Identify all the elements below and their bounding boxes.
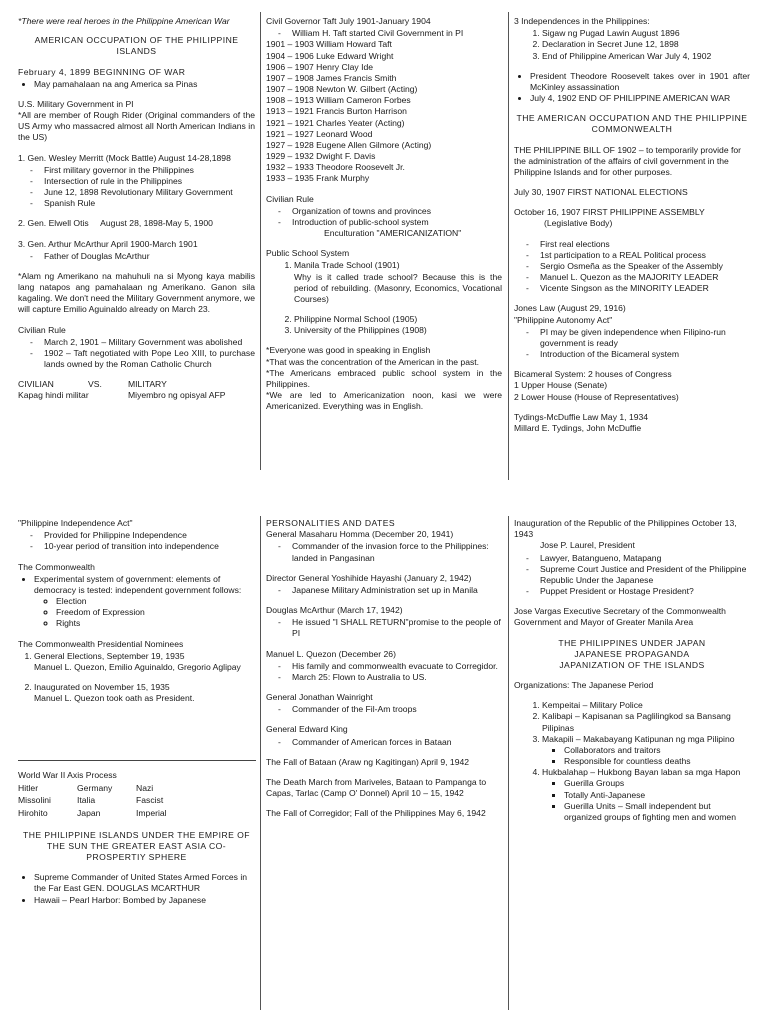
column-1-axis: [18, 770, 255, 915]
jones-law-list: [514, 327, 750, 361]
table-row: [18, 795, 181, 807]
assembly-heading: October 16, 1907 FIRST PHILIPPINE ASSEMBLY: [514, 207, 705, 218]
general-mcarthur-heading: 3. Gen. Arthur McArthur April 1900-March 1901: [18, 238, 198, 249]
list-item: 2. Declaration in Secret June 12, 1898: [542, 39, 750, 50]
list-item: • July 4, 1902 END OF PHILIPPINE AMERICAN WAR: [530, 93, 750, 104]
list-item: [294, 260, 502, 305]
empire-list: [18, 872, 255, 906]
governor-row: 1921 – 1927 Leonard Wood: [266, 128, 373, 139]
section-divider: [18, 760, 256, 761]
bill-1902: THE PHILIPPINE BILL OF 1902 – to temporarily provide for the administration of the affairs of civil government in the Philippine Islands and for other purposes.: [514, 144, 742, 177]
column-3-bottom: [514, 518, 750, 832]
list-item: ▪ Guerilla Units – Small independent but organized groups of fighting men and women: [564, 801, 750, 823]
roosevelt-list: [514, 71, 750, 105]
commonwealth-heading: The Commonwealth: [18, 561, 95, 572]
list-item: - Japanese Military Administration set up in Manila: [292, 585, 502, 596]
jones-law-sub: "Philippine Autonomy Act": [514, 314, 613, 325]
org-name: Makapili – Makabayang Katipunan ng mga Pilipino: [542, 733, 735, 744]
first-elections: July 30, 1907 FIRST NATIONAL ELECTIONS: [514, 187, 688, 198]
list-item: 3. End of Philippine American War July 4, 1902: [542, 51, 750, 62]
column-1-top: [18, 16, 255, 402]
column-divider-right-top: [508, 12, 509, 480]
list-item: - Sergio Osmeña as the Speaker of the Assembly: [540, 261, 750, 272]
governor-row: 1913 – 1921 Francis Burton Harrison: [266, 106, 407, 117]
nominees-heading: The Commonwealth Presidential Nominees: [18, 638, 184, 649]
column-divider-left-top: [260, 12, 261, 470]
tydings-law: Tydings-McDuffie Law May 1, 1934: [514, 411, 649, 422]
commonwealth-sublist: [34, 596, 255, 630]
occupation-title: THE AMERICAN OCCUPATION AND THE PHILIPPINE COMMONWEALTH: [516, 113, 748, 135]
civilian-label: CIVILIAN: [18, 379, 54, 390]
hukbalahap-list: [542, 778, 750, 823]
column-2-bottom: [266, 518, 502, 828]
hayashi-heading: Director General Yoshihide Hayashi (January 2, 1942): [266, 572, 472, 583]
governor-row: 1901 – 1903 William Howard Taft: [266, 39, 392, 50]
wainright-heading: General Jonathan Wainright: [266, 692, 373, 703]
list-item: - Manuel L. Quezon as the MAJORITY LEADER: [540, 272, 750, 283]
governor-row: 1908 – 1913 William Cameron Forbes: [266, 95, 411, 106]
governor-row: 1921 – 1921 Charles Yeater (Acting): [266, 117, 405, 128]
civilian-rule-list: [18, 337, 255, 371]
inauguration-desc: Manuel L. Quezon took oath as President.: [34, 693, 195, 704]
list-item: - Vicente Singson as the MINORITY LEADER: [540, 283, 750, 294]
independences-list: [514, 28, 750, 62]
list-item: - His family and commonwealth evacuate to Corregidor.: [292, 661, 502, 672]
military-desc: Miyembro ng opisyal AFP: [128, 390, 226, 401]
war-start-list: [18, 79, 255, 90]
independences-heading: 3 Independences in the Philippines:: [514, 16, 650, 26]
governor-row: 1927 – 1928 Eugene Allen Gilmore (Acting): [266, 139, 432, 150]
table-row: [18, 783, 181, 795]
list-item: [542, 734, 750, 768]
list-item: • President Theodore Roosevelt takes over in 1901 after McKinley assassination: [530, 71, 750, 93]
list-item: - First military governor in the Philippines: [44, 165, 255, 176]
independence-act-heading: "Philippine Independence Act": [18, 518, 133, 528]
quezon-heading: Manuel L. Quezon (December 26): [266, 648, 396, 659]
list-item: - PI may be given independence when Filipino-run government is ready: [540, 327, 750, 349]
governor-row: 1904 – 1906 Luke Edward Wright: [266, 50, 394, 61]
list-item: [34, 651, 255, 673]
table-cell: Hirohito: [18, 807, 48, 818]
rough-rider-note: *All are member of Rough Rider (Original commanders of the US Army who massacred almost all North American Indians in the US): [18, 110, 255, 143]
column-2-top: [266, 16, 502, 422]
assembly-sub: (Legislative Body): [544, 218, 613, 229]
list-item: ▪ Collaborators and traitors: [564, 745, 750, 756]
list-item: 1. Kempeitai – Military Police: [542, 700, 750, 711]
civilian-vs-military-row: [18, 379, 255, 390]
table-cell: Imperial: [136, 807, 167, 818]
table-cell: Hitler: [18, 783, 39, 794]
public-school-heading: Public School System: [266, 248, 350, 259]
king-heading: General Edward King: [266, 724, 348, 735]
makapili-list: [542, 745, 750, 767]
hayashi-list: [266, 585, 502, 596]
governor-row: 1933 – 1935 Frank Murphy: [266, 173, 370, 184]
column-1-bottom: [18, 518, 255, 708]
taft-list: [266, 28, 502, 39]
list-item: - He issued "I SHALL RETURN"promise to the people of PI: [292, 617, 502, 639]
japan-title-1: THE PHILIPPINES UNDER JAPAN: [558, 637, 706, 648]
election-date: 1. General Elections, September 19, 1935: [34, 650, 185, 661]
list-item: ▪ Responsible for countless deaths: [564, 756, 750, 767]
list-item: ◦ Election: [56, 596, 255, 607]
list-item: - Intersection of rule in the Philippines: [44, 176, 255, 187]
laurel-list: [514, 553, 750, 598]
governor-row: 1907 – 1908 Newton W. Gilbert (Acting): [266, 84, 418, 95]
list-item: - Commander of the invasion force to the Philippines: landed in Pangasinan: [292, 541, 502, 563]
list-item: - Puppet President or Hostage President?: [540, 586, 750, 597]
table-cell: Nazi: [136, 783, 154, 794]
wainright-list: [266, 704, 502, 715]
general-mcarthur-list: [18, 251, 255, 262]
list-item: - First real elections: [540, 239, 750, 250]
list-item: ◦ Freedom of Expression: [56, 607, 255, 618]
list-item: [34, 574, 255, 630]
military-label: MILITARY: [128, 379, 167, 390]
list-item: - June 12, 1898 Revolutionary Military Government: [44, 187, 255, 198]
civilian-rule-heading: Civilian Rule: [18, 324, 66, 335]
civilian-rule-heading: Civilian Rule: [266, 193, 314, 204]
list-item: • May pamahalaan na ang America sa Pinas: [34, 79, 255, 90]
vs-label: VS.: [88, 379, 102, 390]
taft-heading: Civil Governor Taft July 1901-January 1904: [266, 16, 431, 26]
organizations-list: [514, 700, 750, 823]
civilian-rule-list: [266, 206, 502, 228]
organizations-heading: Organizations: The Japanese Period: [514, 680, 654, 691]
list-item: ▪ Totally Anti-Japanese: [564, 790, 750, 801]
list-item: [34, 682, 255, 704]
list-item: - Commander of the Fil-Am troops: [292, 704, 502, 715]
column-divider-right-bottom: [508, 516, 509, 1010]
bicameral-upper: 1 Upper House (Senate): [514, 380, 608, 391]
list-item: - Spanish Rule: [44, 198, 255, 209]
vargas-note: Jose Vargas Executive Secretary of the Commonwealth Government and Mayor of Greater Manila Area: [514, 606, 726, 628]
bicameral-heading: Bicameral System: 2 houses of Congress: [514, 369, 672, 380]
tydings-authors: Millard E. Tydings, John McDuffie: [514, 422, 642, 433]
list-item: 1. Sigaw ng Pugad Lawin August 1896: [542, 28, 750, 39]
governor-row: 1929 – 1932 Dwight F. Davis: [266, 151, 376, 162]
list-item: - Organization of towns and provinces: [292, 206, 502, 217]
governor-row: 1906 – 1907 Henry Clay Ide: [266, 61, 374, 72]
general-merritt-list: [18, 165, 255, 210]
japan-title-2: JAPANESE PROPAGANDA: [574, 648, 690, 659]
table-cell: Germany: [77, 783, 113, 794]
section-title: AMERICAN OCCUPATION OF THE PHILIPPINE ISLANDS: [34, 35, 239, 57]
table-cell: Italia: [77, 795, 96, 806]
death-march: The Death March from Mariveles, Bataan to Pampanga to Capas, Tarlac (Camp O' Donnel) April 10 – 15, 1942: [266, 776, 487, 799]
table-cell: Missolini: [18, 795, 51, 806]
column-3-top: [514, 16, 750, 434]
column-divider-left-bottom: [260, 516, 261, 1010]
list-item: - 1902 – Taft negotiated with Pope Leo XIII, to purchase lands owned by the Roman Catholic Church: [44, 348, 255, 370]
list-item: [542, 767, 750, 823]
list-item: • Hawaii – Pearl Harbor: Bombed by Japanese: [34, 895, 255, 906]
nominees-list: [18, 651, 255, 705]
axis-table: [18, 783, 181, 820]
list-item: - March 25: Flown to Australia to US.: [292, 672, 502, 683]
governors-list: [266, 39, 502, 184]
general-otis-heading: 2. Gen. Elwell Otis August 28, 1898-May 5, 1900: [18, 218, 213, 229]
mcarthur-heading: Douglas McArthur (March 17, 1942): [266, 605, 403, 616]
laurel-name: Jose P. Laurel, President: [540, 540, 635, 551]
fall-of-corregidor: The Fall of Corregidor; Fall of the Philippines May 6, 1942: [266, 808, 486, 819]
list-item: ◦ Rights: [56, 618, 255, 629]
public-school-list: [266, 260, 502, 336]
election-nominees: Manuel L. Quezon, Emilio Aguinaldo, Gregorio Aglipay: [34, 661, 241, 672]
list-item: - Supreme Court Justice and President of the Philippine Republic Under the Japanese: [540, 564, 750, 586]
list-item: - Introduction of the Bicameral system: [540, 349, 750, 360]
axis-heading: World War II Axis Process: [18, 770, 117, 780]
king-list: [266, 737, 502, 748]
list-item: 2. Kalibapi – Kapisanan sa Paglilingkod sa Bansang Pilipinas: [542, 711, 750, 733]
list-item: - Father of Douglas McArthur: [44, 251, 255, 262]
list-item: - 1st participation to a REAL Political process: [540, 250, 750, 261]
inauguration-date: 2. Inaugurated on November 15, 1935: [34, 682, 170, 693]
table-row: [18, 808, 181, 820]
assembly-list: [514, 239, 750, 295]
civilian-vs-military-desc: [18, 390, 255, 401]
civilian-desc: Kapag hindi militar: [18, 390, 89, 401]
english-note: *Everyone was good in speaking in English *That was the concentration of the American in the past. *The Americans embraced public school system in the Philippines. *We are led to Americanization noon, kasi we were Americanized. Everything was in English.: [266, 345, 502, 412]
governor-row: 1907 – 1908 James Francis Smith: [266, 72, 397, 83]
heroes-note: *There were real heroes in the Philippine American War: [18, 16, 230, 26]
list-item: - Lawyer, Batangueno, Matapang: [540, 553, 750, 564]
alam-note: *Alam ng Amerikano na mahuhuli na si Myong kaya mabilis lang natapos ang pamahalaan ng Amerikano. Ganon sila kagaling. We don't need the Military Government anymore, we will capture Emilio Aguinaldo already on March 23.: [18, 270, 255, 315]
school-name: Manila Trade School (1901): [294, 260, 400, 271]
personalities-heading: PERSONALITIES AND DATES: [266, 518, 396, 528]
list-item: - Introduction of public-school system: [292, 217, 502, 228]
enculturation-note: Enculturation "AMERICANIZATION": [324, 228, 462, 239]
list-item: 2. Philippine Normal School (1905): [294, 314, 502, 325]
homma-heading: General Masaharu Homma (December 20, 1941): [266, 529, 454, 540]
inauguration-heading: Inauguration of the Republic of the Philippines October 13, 1943: [514, 518, 737, 540]
list-item: - March 2, 1901 – Military Government was abolished: [44, 337, 255, 348]
list-item: 3. University of the Philippines (1908): [294, 325, 502, 336]
jones-law: Jones Law (August 29, 1916): [514, 303, 626, 314]
fall-of-bataan: The Fall of Bataan (Araw ng Kagitingan) April 9, 1942: [266, 756, 470, 767]
general-merritt-heading: 1. Gen. Wesley Merritt (Mock Battle) August 14-28,1898: [18, 152, 231, 163]
table-cell: Japan: [77, 807, 101, 818]
list-item: ▪ Guerilla Groups: [564, 778, 750, 789]
list-item: - Provided for Philippine Independence: [44, 530, 255, 541]
independence-act-list: [18, 530, 255, 552]
list-item: - Commander of American forces in Bataan: [292, 737, 502, 748]
quezon-list: [266, 661, 502, 683]
commonwealth-list: [18, 574, 255, 630]
war-start-heading: February 4, 1899 BEGINNING OF WAR: [18, 66, 186, 77]
list-item: - 10-year period of transition into independence: [44, 541, 255, 552]
governor-row: 1932 – 1933 Theodore Roosevelt Jr.: [266, 162, 405, 173]
bicameral-lower: 2 Lower House (House of Representatives): [514, 391, 679, 402]
military-government-heading: U.S. Military Government in PI: [18, 98, 134, 109]
school-desc: Why is it called trade school? Because this is the period of rebuilding. (Masonry, Economics, Vocational Courses): [294, 271, 502, 304]
homma-list: [266, 541, 502, 563]
empire-title: THE PHILIPPINE ISLANDS UNDER THE EMPIRE OF THE SUN THE GREATER EAST ASIA CO-PROSPERTIY SPHERE: [23, 829, 250, 863]
japan-title-3: JAPANIZATION OF THE ISLANDS: [559, 659, 705, 670]
list-item: • Supreme Commander of United States Armed Forces in the Far East GEN. DOUGLAS MCARTHUR: [34, 872, 255, 894]
commonwealth-desc: Experimental system of government: elements of democracy is tested: independent government follows:: [34, 573, 242, 595]
mcarthur-list: [266, 617, 502, 639]
table-cell: Fascist: [136, 795, 164, 806]
org-name: Hukbalahap – Hukbong Bayan laban sa mga Hapon: [542, 767, 741, 778]
list-item: - William H. Taft started Civil Government in PI: [292, 28, 502, 39]
